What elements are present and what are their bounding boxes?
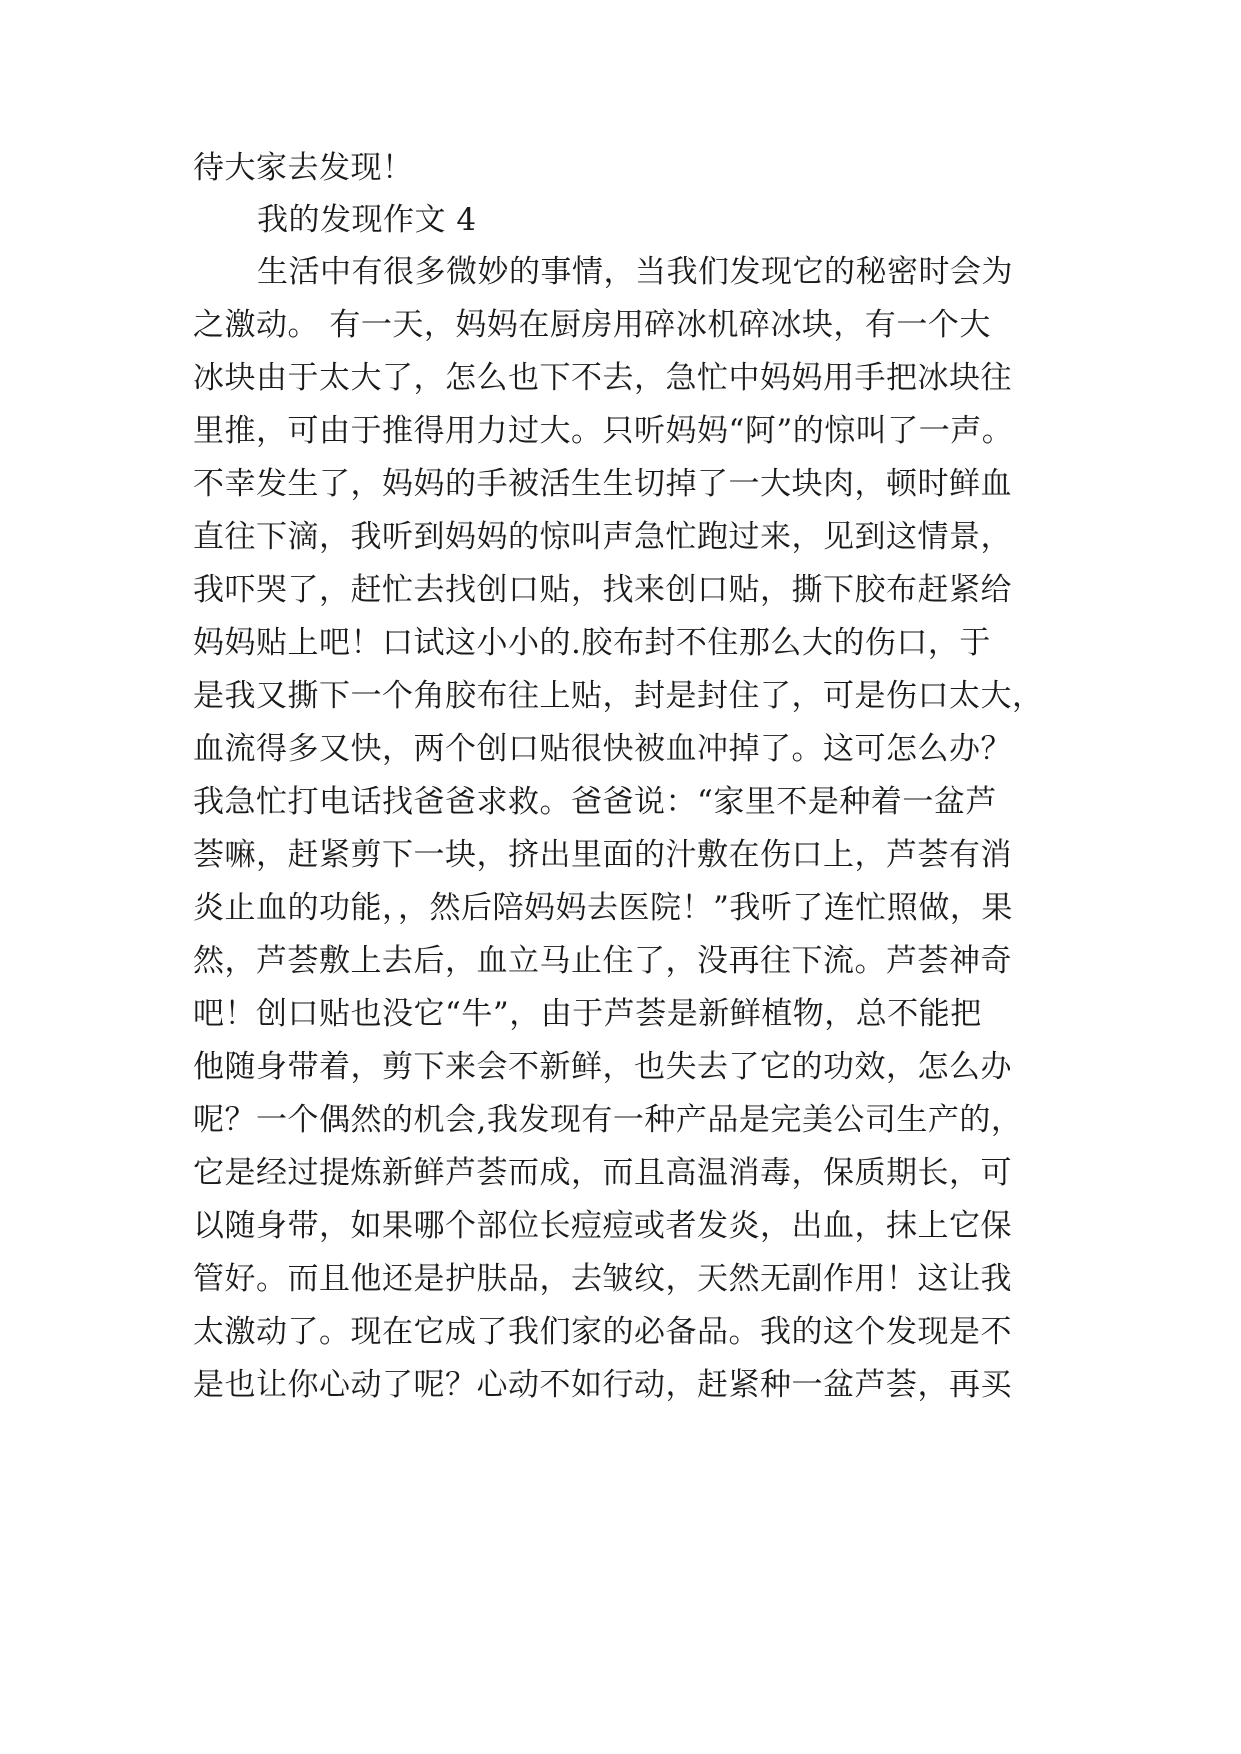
paragraph-line: 血流得多又快，两个创口贴很快被血冲掉了。这可怎么办？ <box>193 731 1012 767</box>
text-line-continuation: 待大家去发现！ <box>193 150 414 186</box>
paragraph-line: 妈妈贴上吧！口试这小小的.胶布封不住那么大的伤口，于 <box>193 625 991 661</box>
paragraph-line: 里推，可由于推得用力过大。只听妈妈“阿”的惊叫了一声。 <box>193 413 1014 449</box>
paragraph-line: 是我又撕下一个角胶布往上贴，封是封住了，可是伤口太大， <box>193 678 1044 714</box>
paragraph-line: 然，芦荟敷上去后，血立马止住了，没再往下流。芦荟神奇 <box>193 943 1012 979</box>
paragraph-line: 太激动了。现在它成了我们家的必备品。我的这个发现是不 <box>193 1314 1012 1350</box>
paragraph-line: 炎止血的功能，，然后陪妈妈去医院！”我听了连忙照做，果 <box>193 890 1013 926</box>
paragraph-line: 管好。而且他还是护肤品，去皱纹，天然无副作用！这让我 <box>193 1261 1012 1297</box>
paragraph-line: 吧！创口贴也没它“牛”，由于芦荟是新鲜植物，总不能把 <box>193 996 982 1032</box>
paragraph-line: 呢？一个偶然的机会,我发现有一种产品是完美公司生产的， <box>193 1102 1023 1138</box>
paragraph-line: 荟嘛，赶紧剪下一块，挤出里面的汁敷在伤口上，芦荟有消 <box>193 837 1012 873</box>
paragraph-line: 是也让你心动了呢？心动不如行动，赶紧种一盆芦荟，再买 <box>193 1367 1012 1403</box>
paragraph-line: 我吓哭了，赶忙去找创口贴，找来创口贴，撕下胶布赶紧给 <box>193 572 1012 608</box>
paragraph-line: 直往下滴，我听到妈妈的惊叫声急忙跑过来，见到这情景， <box>193 519 1012 555</box>
paragraph-line: 以随身带，如果哪个部位长痘痘或者发炎，出血，抹上它保 <box>193 1208 1012 1244</box>
paragraph-line: 他随身带着，剪下来会不新鲜，也失去了它的功效，怎么办 <box>193 1049 1012 1085</box>
paragraph-line: 我急忙打电话找爸爸求救。爸爸说：“家里不是种着一盆芦 <box>193 784 997 820</box>
paragraph-line: 它是经过提炼新鲜芦荟而成，而且高温消毒，保质期长，可 <box>193 1155 1012 1191</box>
section-heading: 我的发现作文 4 <box>257 202 477 238</box>
paragraph-line: 生活中有很多微妙的事情，当我们发现它的秘密时会为 <box>257 254 1013 290</box>
paragraph-line: 之激动。 有一天，妈妈在厨房用碎冰机碎冰块，有一个大 <box>193 307 991 343</box>
paragraph-line: 不幸发生了，妈妈的手被活生生切掉了一大块肉，顿时鲜血 <box>193 466 1012 502</box>
paragraph-line: 冰块由于太大了，怎么也下不去，急忙中妈妈用手把冰块往 <box>193 360 1012 396</box>
